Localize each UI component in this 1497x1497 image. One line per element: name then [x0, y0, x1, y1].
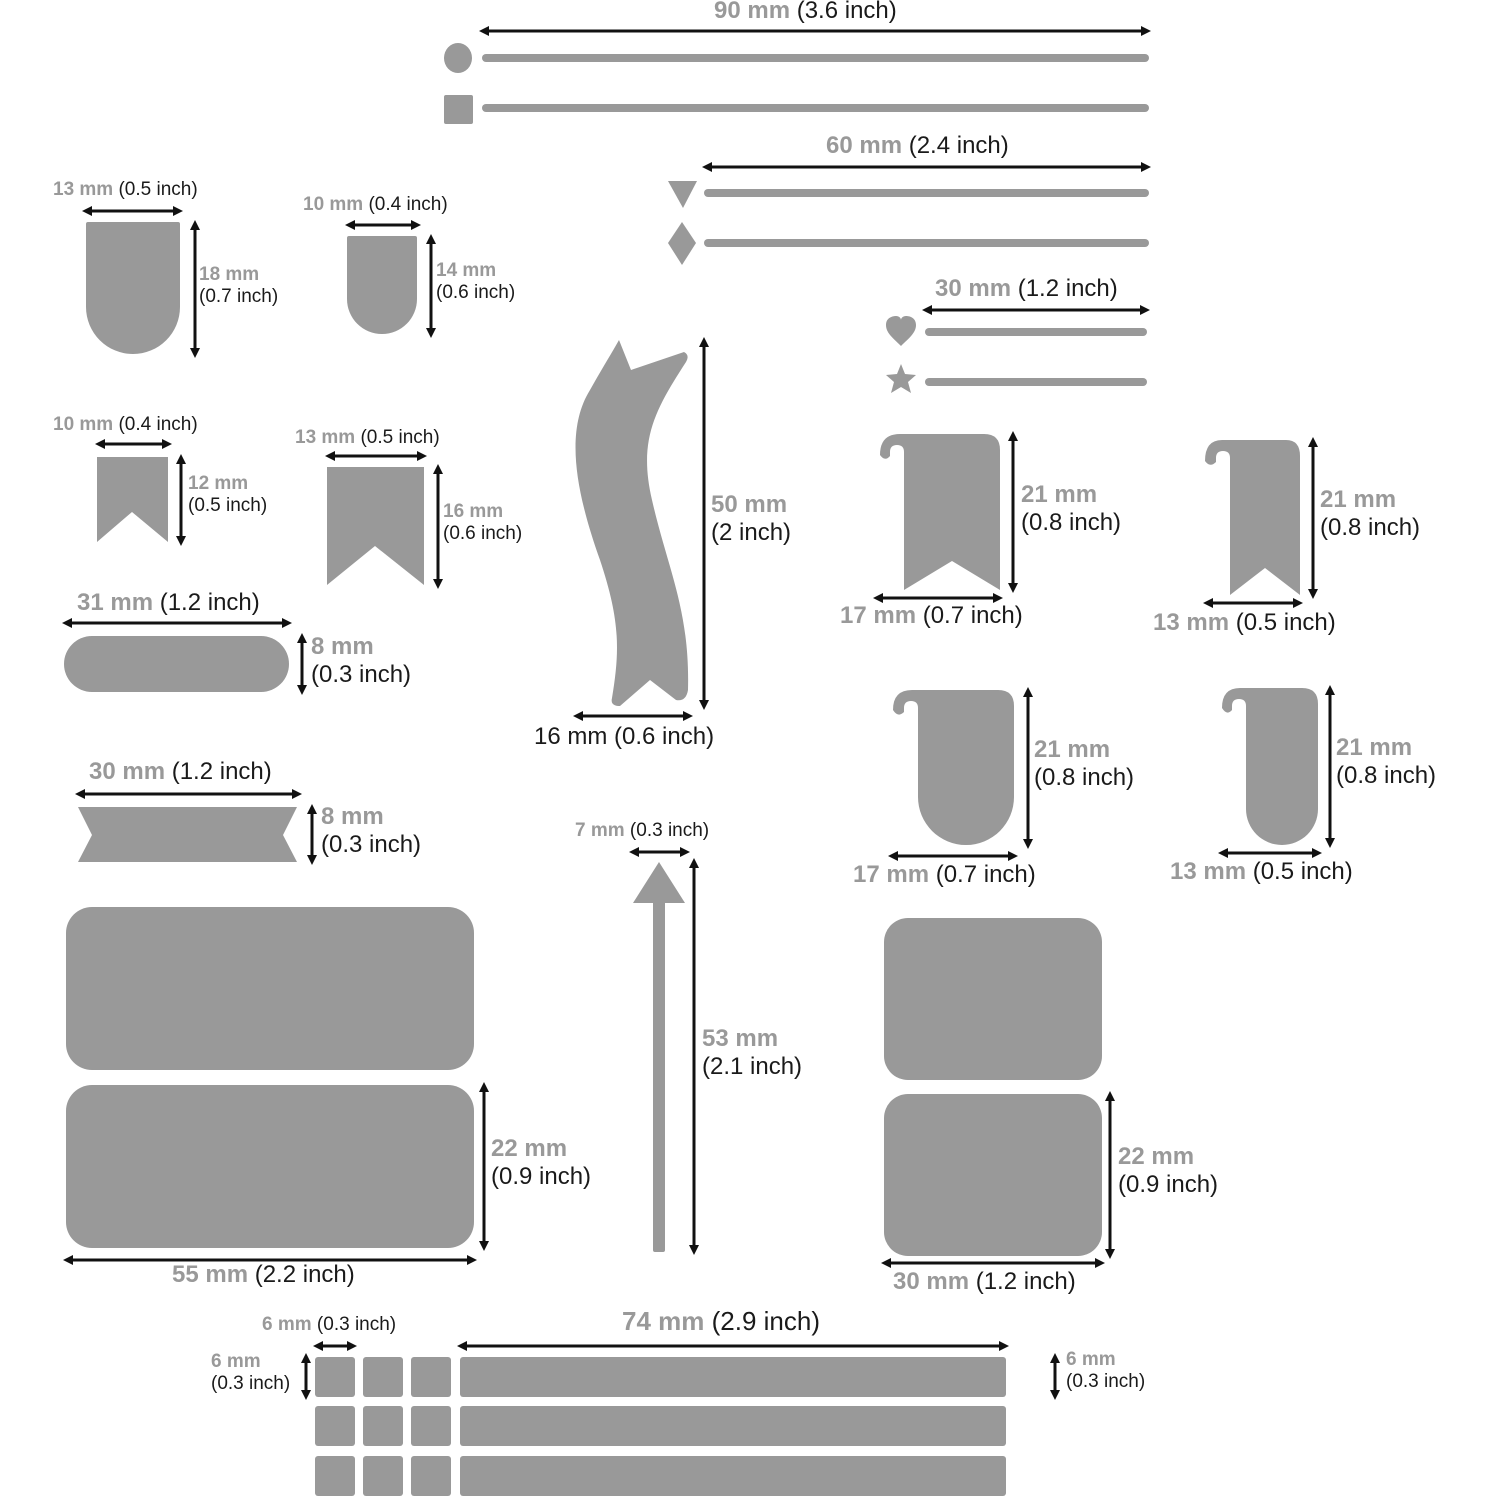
label-pill-width: 31 mm (1.2 inch) — [77, 589, 260, 616]
chevron-large-group — [327, 456, 438, 585]
pill-tab — [64, 636, 289, 692]
round-tab-large-group — [86, 211, 195, 354]
label-round-large-height: 18 mm (0.7 inch) — [199, 264, 279, 307]
star-icon — [886, 364, 916, 393]
flag90-group — [444, 31, 1146, 124]
ribbon-band-group — [78, 794, 312, 862]
arrow-tab — [633, 862, 685, 1252]
rect-large-group — [66, 907, 484, 1260]
label-rect-medium-height: 22 mm (0.9 inch) — [1118, 1143, 1219, 1198]
label-hook-chevron-large-width: 17 mm (0.7 inch) — [840, 602, 1023, 629]
round-tab-large — [86, 222, 180, 354]
flag30-group — [886, 310, 1145, 393]
square-icon — [444, 95, 473, 124]
label-pill-height: 8 mm (0.3 inch) — [311, 633, 412, 688]
strip-row-2 — [315, 1406, 1006, 1446]
rect-tab-large-1 — [66, 907, 474, 1070]
chevron-small-group — [97, 444, 181, 542]
circle-icon — [444, 43, 472, 73]
hook-chevron-tab-small — [1205, 440, 1300, 595]
label-square-width: 6 mm (0.3 inch) — [262, 1314, 397, 1335]
label-60mm: 60 mm (2.4 inch) — [826, 132, 1009, 159]
rect-medium-group — [884, 918, 1110, 1263]
hook-chevron-tab-large — [880, 434, 1000, 590]
wave-ribbon-group — [576, 340, 704, 716]
triangle-icon — [668, 181, 697, 208]
wave-ribbon — [576, 340, 689, 706]
hook-round-tab-large — [893, 690, 1014, 845]
strip-row-3 — [315, 1456, 1006, 1496]
arrow-group — [633, 852, 694, 1252]
hook-round-large-group — [893, 690, 1028, 856]
round-tab-small-group — [347, 225, 431, 334]
label-hook-round-small-width: 13 mm (0.5 inch) — [1170, 858, 1353, 885]
label-rect-medium-width: 30 mm (1.2 inch) — [893, 1268, 1076, 1295]
round-tab-small — [347, 236, 417, 334]
hook-round-small-group — [1222, 688, 1330, 853]
hook-chevron-small-group — [1205, 440, 1313, 603]
label-chevron-large-width: 13 mm (0.5 inch) — [295, 427, 440, 448]
label-hook-round-large-width: 17 mm (0.7 inch) — [853, 861, 1036, 888]
label-wave-height: 50 mm (2 inch) — [711, 491, 792, 546]
label-arrow-height: 53 mm (2.1 inch) — [702, 1025, 803, 1080]
label-90mm: 90 mm (3.6 inch) — [714, 0, 897, 24]
diamond-icon — [668, 222, 696, 265]
label-chevron-large-height: 16 mm (0.6 inch) — [443, 501, 523, 544]
label-round-small-height: 14 mm (0.6 inch) — [436, 260, 516, 303]
label-rect-large-height: 22 mm (0.9 inch) — [491, 1135, 592, 1190]
label-rect-large-width: 55 mm (2.2 inch) — [172, 1261, 355, 1288]
rect-tab-medium-1 — [884, 918, 1102, 1080]
label-wave-width: 16 mm (0.6 inch) — [534, 723, 715, 750]
rect-tab-large-2 — [66, 1085, 474, 1248]
ribbon-band — [78, 807, 297, 862]
chevron-tab-large — [327, 467, 424, 585]
label-strip-width: 74 mm (2.9 inch) — [622, 1306, 821, 1336]
pill-group — [64, 623, 302, 692]
label-30mm: 30 mm (1.2 inch) — [935, 275, 1118, 302]
strip-row-1 — [315, 1357, 1006, 1397]
flag60-group — [668, 167, 1146, 265]
label-round-large-width: 13 mm (0.5 inch) — [53, 179, 198, 200]
label-chevron-small-width: 10 mm (0.4 inch) — [53, 414, 198, 435]
label-hook-chevron-small-height: 21 mm (0.8 inch) — [1320, 486, 1421, 541]
heart-icon — [886, 316, 916, 346]
chevron-tab-small — [97, 457, 168, 542]
hook-chevron-large-group — [878, 434, 1013, 598]
label-arrow-width: 7 mm (0.3 inch) — [575, 820, 710, 841]
label-hook-round-large-height: 21 mm (0.8 inch) — [1034, 736, 1135, 791]
label-ribbon-height: 8 mm (0.3 inch) — [321, 803, 422, 858]
hook-round-tab-small — [1222, 688, 1318, 845]
label-square-height: 6 mm (0.3 inch) — [211, 1351, 291, 1394]
label-chevron-small-height: 12 mm (0.5 inch) — [188, 473, 268, 516]
strip-grid-group — [306, 1346, 1055, 1496]
label-hook-chevron-large-height: 21 mm (0.8 inch) — [1021, 481, 1122, 536]
label-hook-round-small-height: 21 mm (0.8 inch) — [1336, 734, 1437, 789]
label-hook-chevron-small-width: 13 mm (0.5 inch) — [1153, 609, 1336, 636]
label-round-small-width: 10 mm (0.4 inch) — [303, 194, 448, 215]
label-ribbon-width: 30 mm (1.2 inch) — [89, 758, 272, 785]
rect-tab-medium-2 — [884, 1094, 1102, 1256]
label-strip-height: 6 mm (0.3 inch) — [1066, 1349, 1146, 1392]
